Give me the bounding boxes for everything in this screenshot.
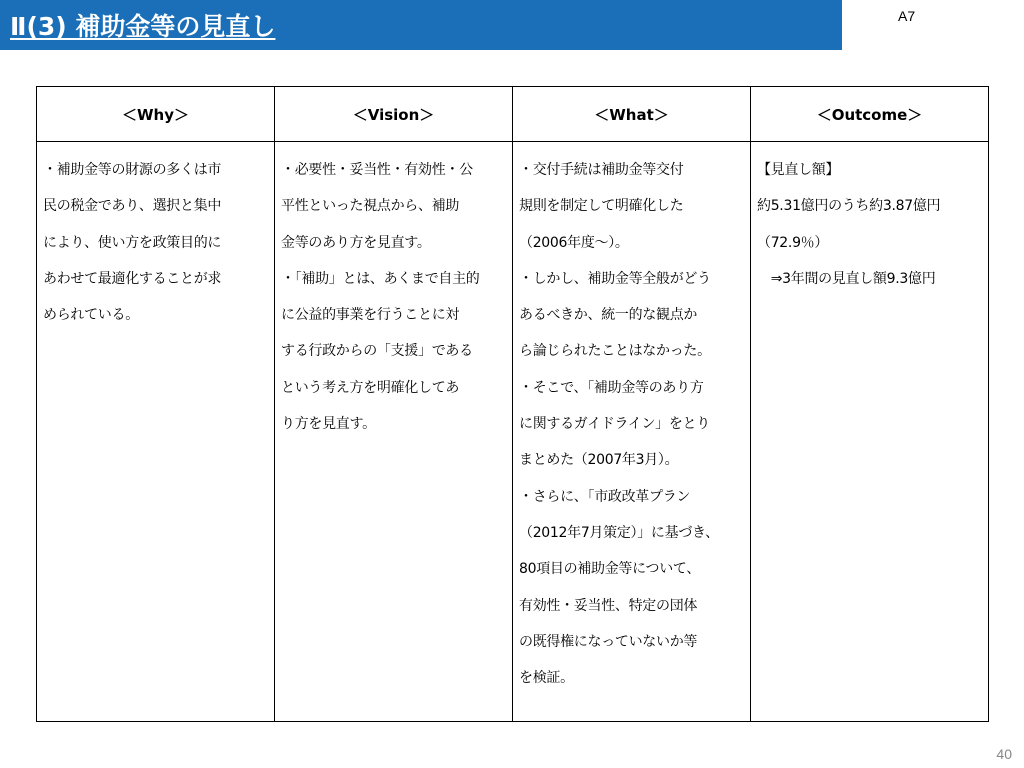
page-number: 40	[996, 746, 1012, 762]
what-line: （2012年7月策定）」に基づき、	[519, 524, 719, 541]
what-line: （2006年度～）。	[519, 234, 629, 251]
why-line: 民の税金であり、選択と集中	[43, 198, 222, 215]
cell-vision	[275, 142, 513, 722]
column-header-vision: ＜Vision＞	[275, 87, 513, 142]
cell-what	[513, 142, 751, 722]
outcome-line: 【見直し額】	[757, 162, 840, 178]
vision-line: という考え方を明確化してあ	[281, 379, 460, 396]
outcome-line: ⇒3年間の見直し額9.3億円	[757, 270, 936, 287]
what-line: まとめた（2007年3月）。	[519, 452, 679, 469]
slide-code: A7	[898, 8, 916, 24]
what-line: を検証。	[519, 670, 574, 687]
vision-line: 平性といった視点から、補助	[281, 198, 460, 215]
column-header-outcome: ＜Outcome＞	[751, 87, 989, 142]
what-line: ・しかし、補助金等全般がどう	[519, 270, 711, 287]
outcome-line: （72.9％）	[757, 234, 829, 251]
table-header-row	[37, 87, 989, 142]
vision-line: ・「補助」とは、あくまで自主的	[281, 270, 480, 287]
what-line: の既得権になっていないか等	[519, 633, 698, 650]
column-header-what: ＜What＞	[513, 87, 751, 142]
what-line: ・交付手続は補助金等交付	[519, 162, 684, 178]
vision-line: ・必要性・妥当性・有効性・公	[281, 162, 473, 178]
vision-line: り方を見直す。	[281, 416, 376, 433]
title-bar	[0, 0, 842, 50]
what-line: 規則を制定して明確化した	[519, 198, 684, 215]
why-line: あわせて最適化することが求	[43, 270, 222, 287]
what-line: ・そこで、「補助金等のあり方	[519, 379, 704, 396]
what-line: ら論じられたことはなかった。	[519, 343, 711, 360]
cell-why	[37, 142, 275, 722]
vision-line: に公益的事業を行うことに対	[281, 307, 460, 324]
vision-line: する行政からの「支援」である	[281, 343, 473, 360]
vision-line: 金等のあり方を見直す。	[281, 234, 431, 251]
table-row	[37, 142, 989, 722]
what-line: に関するガイドライン」をとり	[519, 416, 710, 433]
outcome-line: 約5.31億円のうち約3.87億円	[757, 198, 941, 215]
why-line: ・補助金等の財源の多くは市	[43, 162, 222, 178]
why-line: により、使い方を政策目的に	[43, 234, 222, 251]
what-line: 有効性・妥当性、特定の団体	[519, 597, 698, 614]
what-line: あるべきか、統一的な観点か	[519, 307, 698, 324]
column-header-why: ＜Why＞	[37, 87, 275, 142]
cell-outcome	[751, 142, 989, 722]
comparison-table	[36, 86, 989, 722]
page-title: Ⅱ(3) 補助金等の見直し	[10, 12, 276, 41]
what-line: 80項目の補助金等について、	[519, 561, 701, 578]
what-line: ・さらに、「市政改革プラン	[519, 488, 691, 505]
why-line: められている。	[43, 307, 139, 324]
